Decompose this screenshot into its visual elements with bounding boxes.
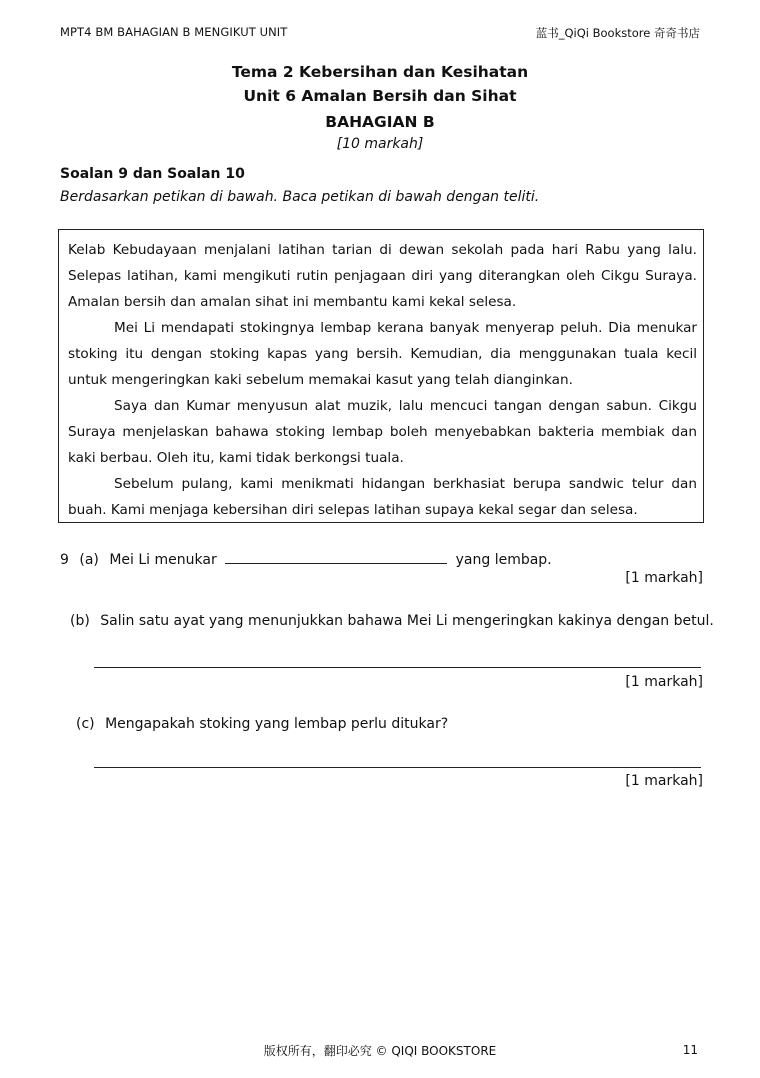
question-9a-marks: [1 markah]	[625, 570, 703, 586]
question-9c-marks: [1 markah]	[625, 773, 703, 789]
passage-box	[58, 229, 704, 523]
question-heading: Soalan 9 dan Soalan 10	[60, 166, 245, 182]
question-9b-marks: [1 markah]	[625, 674, 703, 690]
question-9b-text: Salin satu ayat yang menunjukkan bahawa Mei Li mengeringkan kakinya dengan betul.	[100, 613, 714, 629]
question-9a-blank[interactable]	[225, 549, 447, 564]
question-9c-text: Mengapakah stoking yang lembap perlu ditukar?	[105, 716, 449, 732]
header-left: MPT4 BM BAHAGIAN B MENGIKUT UNIT	[60, 25, 288, 39]
section-marks: [10 markah]	[336, 136, 424, 152]
footer-copyright: 版权所有，翻印必究 © QIQI BOOKSTORE	[263, 1044, 497, 1058]
header-right: 蓝书_QiQi Bookstore 奇奇书店	[535, 26, 700, 40]
section-title: BAHAGIAN B	[325, 113, 435, 131]
passage-paragraph-3: Saya dan Kumar menyusun alat muzik, lalu mencuci tangan dengan sabun. Cikgu Suraya menjelaskan bahawa stoking lembap boleh menyebabkan bakteria membiak dan kaki berbau. Oleh itu, kami tidak berkongsi tuala.	[68, 398, 697, 466]
theme-title: Tema 2 Kebersihan dan Kesihatan	[231, 63, 529, 81]
passage-paragraph-1: Kelab Kebudayaan menjalani latihan tarian di dewan sekolah pada hari Rabu yang lalu. Selepas latihan, kami mengikuti rutin penjagaan diri yang diterangkan oleh Cikgu Suraya. Amalan bersih dan amalan sihat ini membantu kami kekal selesa.	[68, 242, 697, 310]
passage-paragraph-4: Sebelum pulang, kami menikmati hidangan berkhasiat berupa sandwic telur dan buah. Kami menjaga kebersihan diri selepas latihan supaya kekal segar dan selesa.	[68, 476, 697, 518]
question-9a	[60, 549, 552, 568]
question-9c	[76, 716, 448, 732]
question-9b	[70, 613, 714, 629]
page-number: 11	[682, 1043, 698, 1057]
question-number: 9	[60, 552, 69, 568]
question-9a-text-after: yang lembap.	[455, 552, 552, 568]
instruction: Berdasarkan petikan di bawah. Baca petikan di bawah dengan teliti.	[60, 189, 540, 205]
question-9b-label: (b)	[70, 613, 90, 629]
question-9c-label: (c)	[76, 716, 95, 732]
question-9a-text-before: Mei Li menukar	[109, 552, 217, 568]
question-9a-label: (a)	[79, 552, 99, 568]
title-block	[0, 60, 760, 154]
question-9b-answer-line[interactable]	[94, 667, 701, 668]
unit-title: Unit 6 Amalan Bersih dan Sihat	[243, 87, 517, 105]
question-9c-answer-line[interactable]	[94, 767, 701, 768]
passage-paragraph-2: Mei Li mendapati stokingnya lembap kerana banyak menyerap peluh. Dia menukar stoking itu dengan stoking kapas yang bersih. Kemudian, dia menggunakan tuala kecil untuk mengeringkan kaki sebelum memakai kasut yang telah dianginkan.	[68, 320, 697, 388]
